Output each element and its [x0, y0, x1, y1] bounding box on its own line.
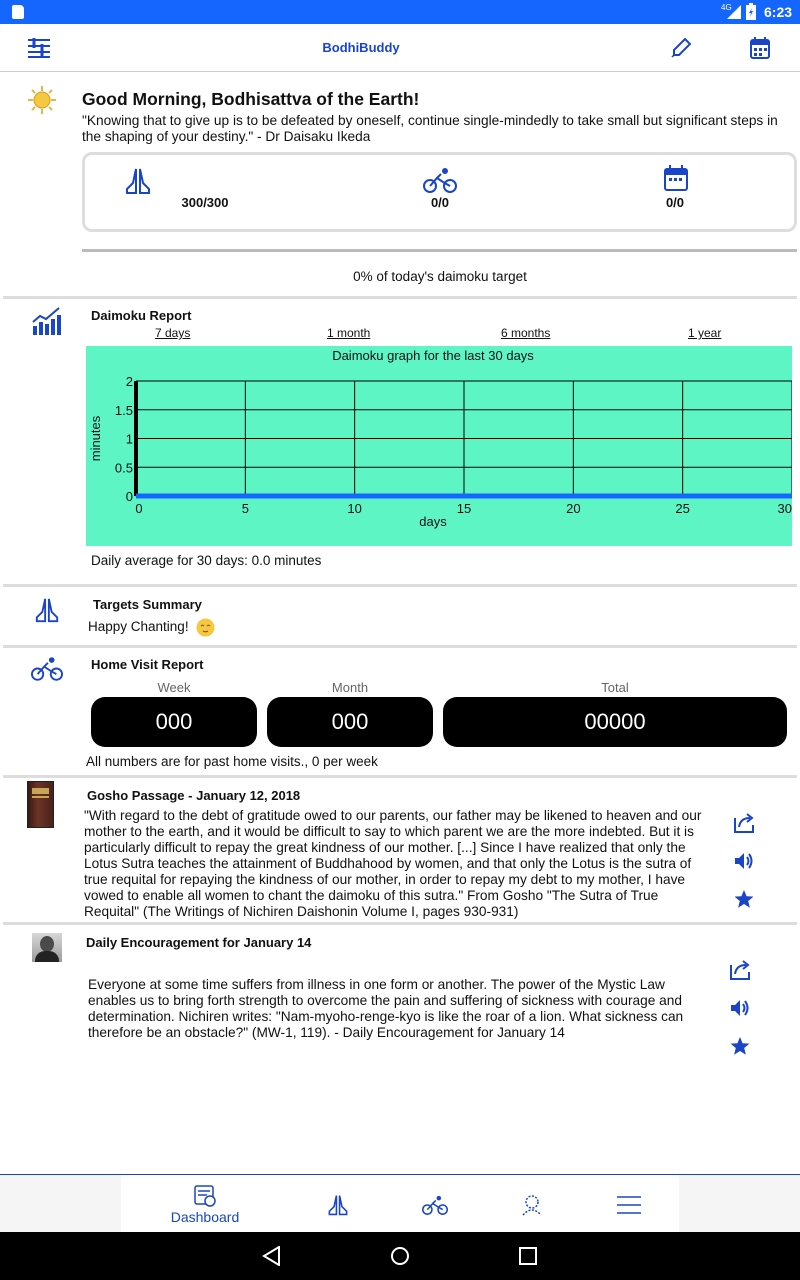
author-portrait: [32, 933, 62, 962]
chart-y-tick-label: 1: [125, 431, 133, 447]
home-visit-title: Home Visit Report: [91, 657, 204, 672]
chart-x-tick-label: 0: [135, 501, 143, 516]
clock: 6:23: [764, 4, 793, 20]
chart-y-tick-label: 1.5: [114, 402, 133, 418]
praying-hands-icon: [326, 1194, 350, 1216]
chart-y-tick-label: 2: [125, 374, 133, 389]
home-visits-count: 0/0: [430, 195, 450, 210]
total-count: 00000: [443, 697, 787, 747]
bottom-tab-bar: [0, 1174, 800, 1232]
chart-x-tick-label: 20: [566, 501, 581, 516]
bar-chart-icon: [32, 306, 62, 336]
targets-summary-title: Targets Summary: [93, 597, 202, 612]
calendar-icon[interactable]: [750, 37, 770, 59]
menu-icon: [617, 1196, 641, 1214]
star-icon[interactable]: [734, 889, 754, 909]
back-icon[interactable]: [262, 1246, 282, 1266]
chart-title: Daimoku graph for the last 30 days: [332, 348, 534, 363]
status-bar: [0, 0, 800, 24]
battery-icon: [746, 3, 756, 20]
star-icon[interactable]: [730, 1036, 750, 1056]
members-icon: [521, 1194, 543, 1216]
chart-y-tick-label: 0.5: [114, 460, 133, 476]
range-6-months[interactable]: 6 months: [501, 326, 551, 340]
chart-data-point: [136, 496, 137, 497]
section-divider: [3, 645, 797, 648]
chart-y-tick-label: 0: [125, 489, 133, 504]
gosho-book-image: [27, 781, 54, 828]
greeting-title: Good Morning, Bodhisattva of the Earth!: [82, 89, 420, 109]
section-divider: [3, 922, 797, 925]
week-label: Week: [157, 680, 191, 695]
home-visit-note: All numbers are for past home visits., 0 per week: [86, 754, 378, 769]
app-bar: [0, 24, 800, 72]
praying-hands-icon: [33, 597, 61, 623]
chart-data-point: [682, 496, 683, 497]
bicycle-icon: [31, 656, 63, 681]
chart-x-tick-label: 10: [347, 501, 362, 516]
section-divider: [3, 775, 797, 778]
sun-icon: [28, 86, 56, 114]
total-label: Total: [601, 680, 629, 695]
system-nav-bar: [0, 1232, 800, 1280]
encouragement-title: Daily Encouragement for January 14: [86, 935, 312, 950]
month-label: Month: [331, 680, 369, 695]
chart-data-point: [245, 496, 246, 497]
encouragement-text: Everyone at some time suffers from illness in one form or another. The power of the Mystic Law enables us to bring forth strength to overcome the pain and suffering of sickness with courage and determination. Nichiren writes: "Nam-myoho-renge-kyo is like the roar of a lion. What sickness can therefore be an obstacle?" (MW-1, 119). - Daily Encouragement for January 14: [88, 977, 684, 1040]
share-icon[interactable]: [733, 812, 755, 834]
chart-data-point: [354, 496, 355, 497]
gosho-text: "With regard to the debt of gratitude owed to our parents, our father may be likened to heaven and our mother to the earth, and it would be difficult to say to which parent we are the more indebted. But it is particularly difficult to repay the great kindness of our mother. [...] Since I have realized that only the Lotus Sutra teaches the attainment of Buddhahood by women, and that only the Lotus is the sutra of true requital for repaying the kindness of our mother, in order to repay my debt to my mother, I have vowed to enable all women to chant the daimoku of this sutra." From Gosho "The Sutra of True Requital" (The Writings of Nichiren Daishonin Volume I, pages 930-931): [84, 808, 702, 919]
tab-dashboard[interactable]: [160, 1180, 250, 1230]
pen-icon[interactable]: [671, 38, 691, 58]
smiley-icon: [196, 618, 215, 637]
chart-data-point: [464, 496, 465, 497]
stats-card: [82, 152, 797, 232]
bicycle-icon: [423, 167, 457, 193]
signal-icon: [727, 5, 741, 19]
targets-summary-text: Happy Chanting!: [88, 619, 189, 634]
daimoku-chart: [86, 346, 792, 546]
week-count: 000: [91, 697, 257, 747]
tab-daimoku[interactable]: [318, 1180, 358, 1230]
month-count: 000: [267, 697, 433, 747]
greeting-quote: "Knowing that to give up is to be defeated by oneself, continue single-mindedly to take small but significant steps in the shaping of your destiny." - Dr Daisaku Ikeda: [82, 113, 778, 144]
tab-menu[interactable]: [609, 1180, 649, 1230]
home-icon[interactable]: [390, 1246, 410, 1266]
bicycle-icon: [422, 1194, 448, 1216]
praying-hands-icon: [123, 167, 153, 195]
speaker-icon[interactable]: [730, 998, 750, 1018]
daimoku-report-title: Daimoku Report: [91, 308, 192, 323]
chart-x-axis-label: days: [419, 514, 447, 529]
target-text: 0% of today's daimoku target: [353, 269, 527, 284]
dashboard-icon: [194, 1185, 216, 1207]
tab-dashboard-label: Dashboard: [170, 1209, 240, 1225]
speaker-icon[interactable]: [734, 851, 754, 871]
network-type: 4G: [721, 3, 732, 12]
section-divider: [3, 296, 797, 299]
app-title: BodhiBuddy: [322, 40, 400, 55]
chart-data-point: [573, 496, 574, 497]
range-1-year[interactable]: 1 year: [688, 326, 722, 340]
gosho-title: Gosho Passage - January 12, 2018: [87, 788, 301, 803]
chart-x-tick-label: 15: [456, 501, 472, 516]
sd-card-icon: [12, 5, 24, 19]
section-divider: [3, 584, 797, 587]
range-7-days[interactable]: 7 days: [155, 326, 191, 340]
target-progress-bar: [82, 249, 797, 252]
calendar-icon: [664, 165, 688, 191]
chart-x-tick-label: 5: [241, 501, 249, 516]
daily-average-text: Daily average for 30 days: 0.0 minutes: [91, 553, 322, 568]
chart-x-tick-label: 25: [675, 501, 690, 516]
events-count: 0/0: [665, 195, 685, 210]
chart-y-axis-label: minutes: [88, 415, 103, 462]
recents-icon[interactable]: [519, 1247, 537, 1265]
daimoku-count: 300/300: [181, 195, 229, 210]
range-1-month[interactable]: 1 month: [327, 326, 371, 340]
share-icon[interactable]: [729, 959, 751, 981]
chart-x-tick-label: 30: [777, 501, 792, 516]
tab-members[interactable]: [512, 1180, 552, 1230]
tab-home-visits[interactable]: [415, 1180, 455, 1230]
